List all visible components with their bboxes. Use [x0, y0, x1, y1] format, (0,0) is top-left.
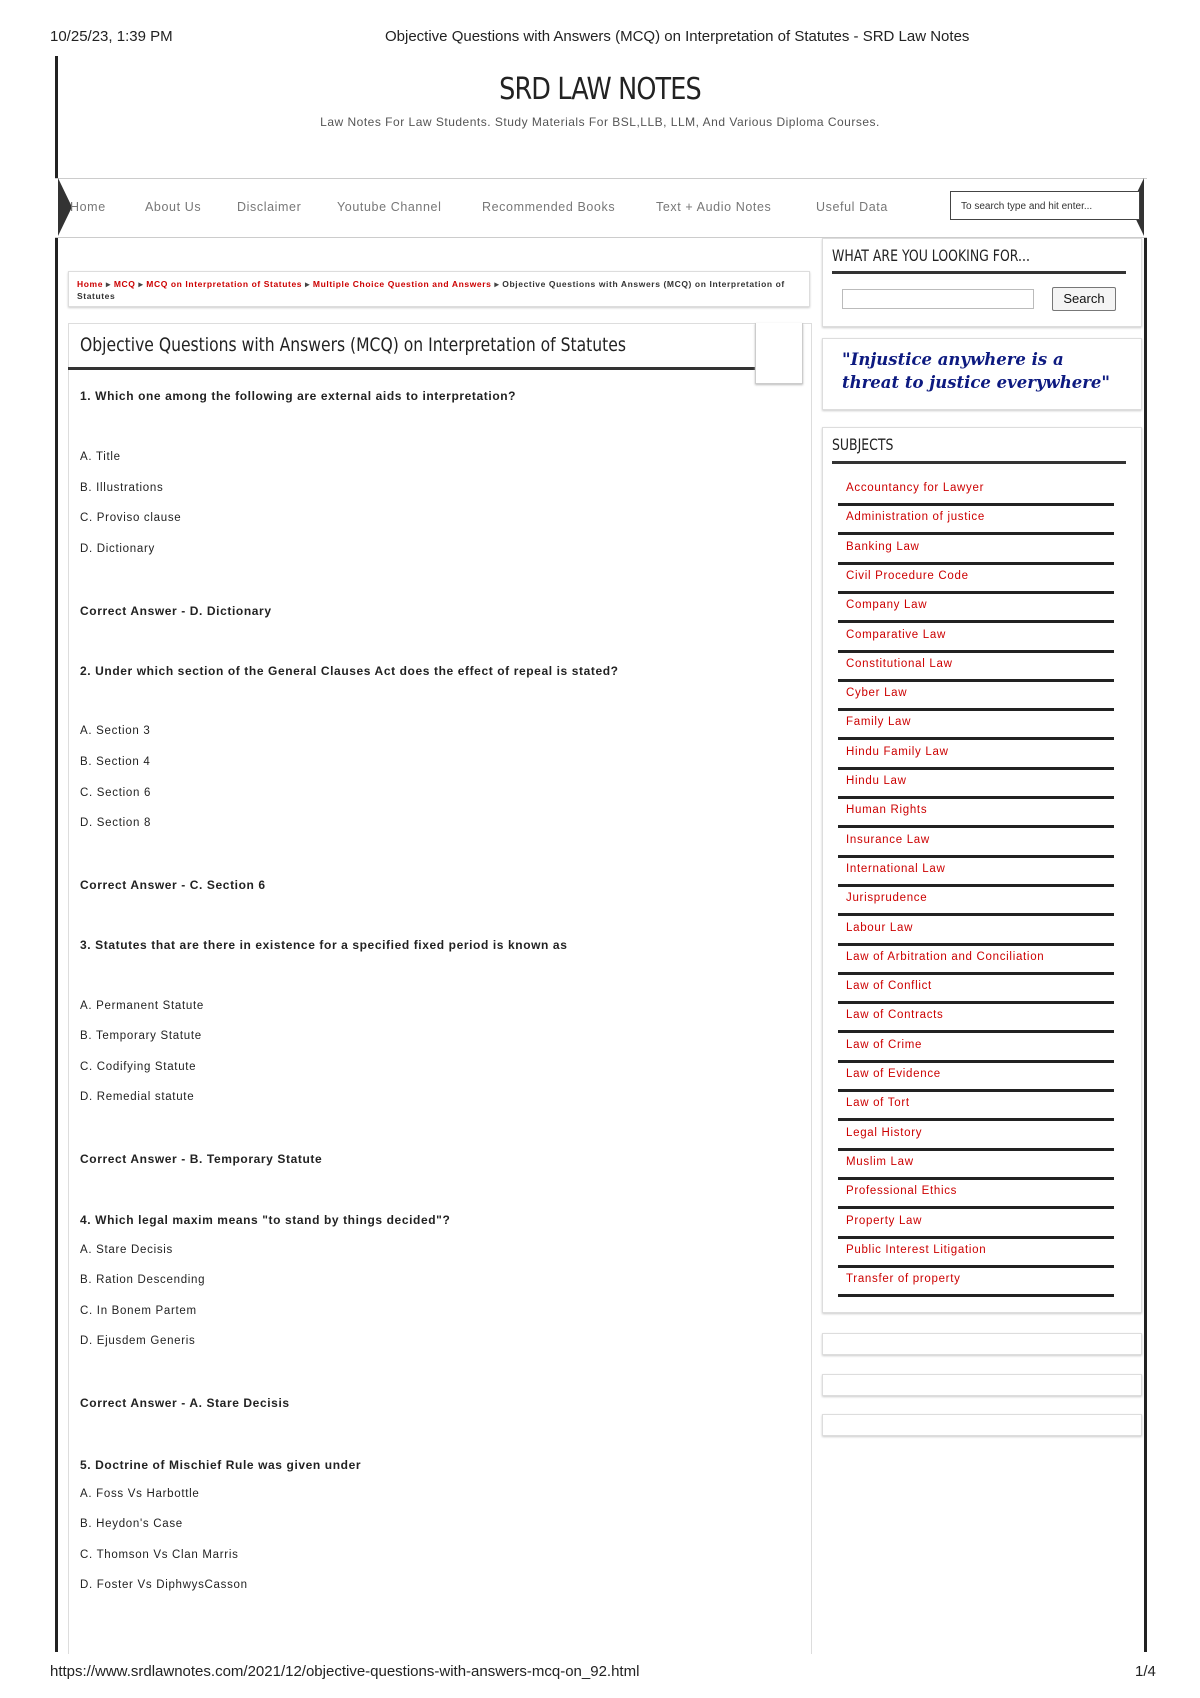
page-left-border — [55, 56, 58, 1652]
subject-divider — [838, 503, 1114, 506]
subject-divider — [838, 825, 1114, 828]
site-tagline: Law Notes For Law Students. Study Materials For BSL,LLB, LLM, And Various Diploma Courses. — [320, 115, 880, 129]
subject-link[interactable]: Civil Procedure Code — [846, 570, 969, 582]
subject-link[interactable]: Hindu Law — [846, 775, 907, 787]
nav-youtube-channel[interactable]: Youtube Channel — [337, 200, 442, 214]
subject-divider — [838, 1265, 1114, 1268]
subject-divider — [838, 943, 1114, 946]
subject-divider — [838, 650, 1114, 653]
question-1: 1. Which one among the following are external aids to interpretation? — [80, 389, 517, 403]
subject-link[interactable]: Banking Law — [846, 541, 920, 553]
subject-link[interactable]: Cyber Law — [846, 687, 908, 699]
breadcrumb-multiple-choice[interactable]: Multiple Choice Question and Answers — [312, 279, 492, 289]
breadcrumb-home[interactable]: Home — [77, 279, 104, 289]
correct-answer: Correct Answer - A. Stare Decisis — [80, 1396, 290, 1410]
subject-link[interactable]: Law of Contracts — [846, 1009, 944, 1021]
breadcrumb-current: Objective Questions with Answers (MCQ) on Interpretation of Statutes — [77, 279, 785, 301]
subject-divider — [838, 855, 1114, 858]
correct-answer: Correct Answer - D. Dictionary — [80, 604, 272, 618]
subject-link[interactable]: Law of Arbitration and Conciliation — [846, 951, 1045, 963]
breadcrumb — [68, 271, 810, 307]
option: C. Thomson Vs Clan Marris — [80, 1549, 239, 1561]
subject-divider — [838, 708, 1114, 711]
subject-divider — [838, 679, 1114, 682]
subject-link[interactable]: Muslim Law — [846, 1156, 914, 1168]
option: D. Section 8 — [80, 817, 152, 829]
post-title-underline — [68, 367, 755, 370]
option: D. Foster Vs DiphwysCasson — [80, 1579, 248, 1591]
sidebar-search-input[interactable] — [842, 289, 1034, 309]
subject-link[interactable]: International Law — [846, 863, 946, 875]
sidebar-search-button[interactable]: Search — [1052, 287, 1116, 311]
nav-about-us[interactable]: About Us — [145, 200, 202, 214]
subject-divider — [838, 737, 1114, 740]
option: C. Section 6 — [80, 787, 152, 799]
subject-divider — [838, 562, 1114, 565]
subject-link[interactable]: Comparative Law — [846, 629, 946, 641]
option: A. Stare Decisis — [80, 1244, 174, 1256]
subject-divider — [838, 796, 1114, 799]
widget-title-underline — [832, 271, 1126, 274]
question-5: 5. Doctrine of Mischief Rule was given under — [80, 1458, 362, 1472]
option: B. Heydon's Case — [80, 1518, 183, 1530]
sidebar-search-title: WHAT ARE YOU LOOKING FOR... — [832, 246, 1030, 265]
print-page-number: 1/4 — [1135, 1663, 1156, 1680]
sidebar-empty-widget — [822, 1374, 1142, 1396]
subject-divider — [838, 1294, 1114, 1297]
nav-disclaimer[interactable]: Disclaimer — [237, 200, 302, 214]
nav-text-audio-notes[interactable]: Text + Audio Notes — [656, 200, 772, 214]
subject-divider — [838, 1118, 1114, 1121]
subject-link[interactable]: Legal History — [846, 1127, 923, 1139]
site-title[interactable]: SRD LAW NOTES — [499, 72, 701, 107]
subject-divider — [838, 884, 1114, 887]
option: A. Section 3 — [80, 725, 151, 737]
subject-link[interactable]: Family Law — [846, 716, 912, 728]
subject-divider — [838, 1236, 1114, 1239]
subject-link[interactable]: Constitutional Law — [846, 658, 953, 670]
subject-link[interactable]: Professional Ethics — [846, 1185, 958, 1197]
breadcrumb-separator: ▸ — [305, 279, 310, 289]
nav-recommended-books[interactable]: Recommended Books — [482, 200, 616, 214]
option: B. Illustrations — [80, 482, 164, 494]
option: C. Codifying Statute — [80, 1061, 197, 1073]
subject-divider — [838, 532, 1114, 535]
subject-link[interactable]: Administration of justice — [846, 511, 985, 523]
subject-link[interactable]: Property Law — [846, 1215, 923, 1227]
breadcrumb-separator: ▸ — [494, 279, 500, 289]
subject-link[interactable]: Hindu Family Law — [846, 746, 949, 758]
subject-divider — [838, 913, 1114, 916]
question-3: 3. Statutes that are there in existence for a specified fixed period is known as — [80, 938, 568, 952]
sidebar-empty-widget — [822, 1414, 1142, 1436]
subject-link[interactable]: Law of Evidence — [846, 1068, 941, 1080]
nav-home[interactable]: Home — [70, 200, 106, 214]
subject-link[interactable]: Jurisprudence — [846, 892, 928, 904]
question-4: 4. Which legal maxim means "to stand by things decided"? — [80, 1213, 451, 1227]
subject-link[interactable]: Accountancy for Lawyer — [846, 482, 985, 494]
subject-divider — [838, 591, 1114, 594]
subject-link[interactable]: Human Rights — [846, 804, 928, 816]
subject-divider — [838, 1089, 1114, 1092]
sidebar-empty-widget — [822, 1333, 1142, 1355]
breadcrumb-separator: ▸ — [106, 279, 111, 289]
option: B. Ration Descending — [80, 1274, 206, 1286]
subject-link[interactable]: Company Law — [846, 599, 928, 611]
option: B. Section 4 — [80, 756, 151, 768]
option: C. In Bonem Partem — [80, 1305, 197, 1317]
option: A. Permanent Statute — [80, 1000, 204, 1012]
option: C. Proviso clause — [80, 512, 182, 524]
subject-link[interactable]: Law of Conflict — [846, 980, 932, 992]
option: D. Dictionary — [80, 543, 155, 555]
correct-answer: Correct Answer - C. Section 6 — [80, 878, 266, 892]
option: D. Ejusdem Generis — [80, 1335, 196, 1347]
subjects-title: SUBJECTS — [832, 435, 894, 454]
page-right-border — [1144, 178, 1147, 1652]
post-title-tab — [755, 323, 803, 384]
subject-link[interactable]: Labour Law — [846, 922, 914, 934]
print-page-title: Objective Questions with Answers (MCQ) on Interpretation of Statutes - SRD Law Notes — [385, 28, 970, 45]
question-2: 2. Under which section of the General Clauses Act does the effect of repeal is stated? — [80, 664, 619, 678]
option: B. Temporary Statute — [80, 1030, 202, 1042]
widget-title-underline — [832, 461, 1126, 464]
print-url: https://www.srdlawnotes.com/2021/12/objective-questions-with-answers-mcq-on_92.html — [50, 1663, 640, 1680]
subject-link[interactable]: Insurance Law — [846, 834, 930, 846]
correct-answer: Correct Answer - B. Temporary Statute — [80, 1152, 323, 1166]
breadcrumb-mcq-interpretation[interactable]: MCQ on Interpretation of Statutes — [146, 279, 303, 289]
subject-divider — [838, 1206, 1114, 1209]
subject-divider — [838, 620, 1114, 623]
subject-divider — [838, 1030, 1114, 1033]
subject-link[interactable]: Law of Crime — [846, 1039, 923, 1051]
subject-divider — [838, 1001, 1114, 1004]
subject-divider — [838, 1148, 1114, 1151]
nav-search-input[interactable]: To search type and hit enter... — [950, 191, 1140, 220]
option: D. Remedial statute — [80, 1091, 195, 1103]
post-title: Objective Questions with Answers (MCQ) on Interpretation of Statutes — [80, 334, 626, 356]
subject-link[interactable]: Transfer of property — [846, 1273, 961, 1285]
option: A. Foss Vs Harbottle — [80, 1488, 200, 1500]
breadcrumb-mcq[interactable]: MCQ — [113, 279, 136, 289]
subject-divider — [838, 1060, 1114, 1063]
subject-link[interactable]: Public Interest Litigation — [846, 1244, 987, 1256]
nav-useful-data[interactable]: Useful Data — [816, 200, 888, 214]
breadcrumb-separator: ▸ — [138, 279, 144, 289]
print-date: 10/25/23, 1:39 PM — [50, 28, 173, 45]
subject-divider — [838, 1177, 1114, 1180]
subject-divider — [838, 972, 1114, 975]
option: A. Title — [80, 451, 121, 463]
subject-divider — [838, 767, 1114, 770]
subject-link[interactable]: Law of Tort — [846, 1097, 910, 1109]
quote-text: "Injustice anywhere is a threat to justice everywhere" — [842, 350, 1111, 392]
